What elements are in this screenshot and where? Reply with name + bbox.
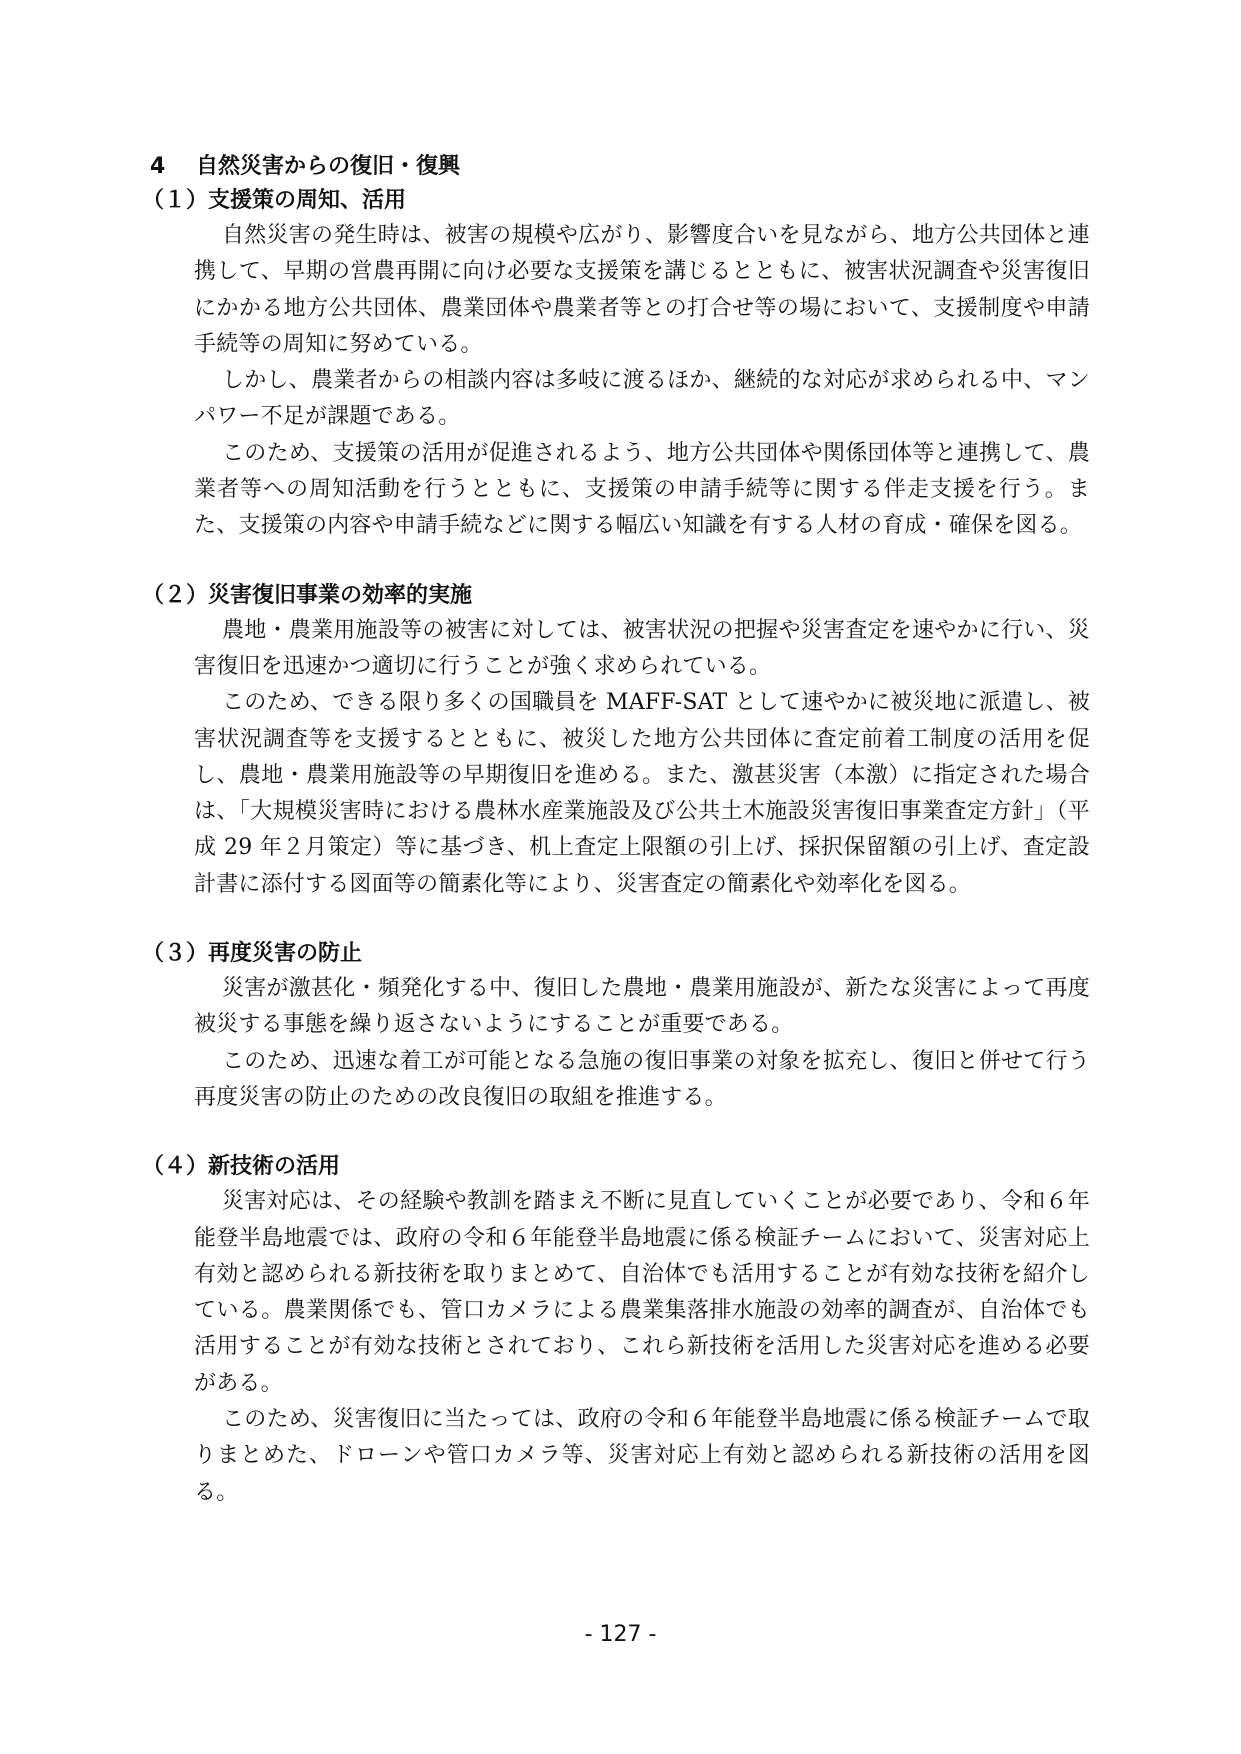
section-spacer <box>150 903 1090 937</box>
subsection-heading: （１）支援策の周知、活用 <box>142 188 407 213</box>
subsection-new-technology <box>142 1150 1090 1511</box>
subsection-disaster-recovery <box>142 579 1090 903</box>
subsection-heading: （４）新技術の活用 <box>142 1154 341 1180</box>
subsection-heading: （２）災害復旧事業の効率的実施 <box>142 582 473 608</box>
paragraph: このため、災害復旧に当たっては、政府の令和６年能登半島地震に係る検証チームで取りまとめた、ドローンや管口カメラ等、災害対応上有効と認められる新技術の活用を図る。 <box>194 1407 1090 1505</box>
subsection-support-measures <box>142 184 1090 545</box>
paragraph: 農地・農業用施設等の被害に対しては、被害状況の把握や災害査定を速やかに行い、災害復旧を迅速かつ適切に行うことが強く求められている。 <box>194 617 1090 679</box>
section-title: 自然災害からの復旧・復興 <box>196 154 461 179</box>
paragraph: しかし、農業者からの相談内容は多岐に渡るほか、継続的な対応が求められる中、マンパワー不足が課題である。 <box>194 368 1090 430</box>
page-content <box>142 150 1090 1511</box>
paragraph: このため、支援策の活用が促進されるよう、地方公共団体や関係団体等と連携して、農業者等への周知活動を行うとともに、支援策の申請手続等に関する伴走支援を行う。また、支援策の内容や申請手続などに関する幅広い知識を有する人材の育成・確保を図る。 <box>194 440 1090 539</box>
section-spacer <box>150 545 1090 579</box>
subsection-recurrence-prevention <box>142 937 1090 1116</box>
section-number: 4 <box>150 154 166 179</box>
paragraph: 災害対応は、その経験や教訓を踏まえ不断に見直していくことが必要であり、令和６年能登半島地震では、政府の令和６年能登半島地震に係る検証チームにおいて、災害対応上有効と認められる新技術を取りまとめて、自治体でも活用することが有効な技術を紹介している。農業関係でも、管口カメラによる農業集落排水施設の効率的調査が、自治体でも活用することが有効な技術とされており、これら新技術を活用した災害対応を進める必要がある。 <box>194 1189 1090 1396</box>
paragraph: 自然災害の発生時は、被害の規模や広がり、影響度合いを見ながら、地方公共団体と連携して、早期の営農再開に向け必要な支援策を講じるとともに、被害状況調査や災害復旧にかかる地方公共団体、農業団体や農業者等との打合せ等の場において、支援制度や申請手続等の周知に努めている。 <box>194 223 1090 357</box>
section-spacer <box>150 1116 1090 1150</box>
paragraph: このため、迅速な着工が可能となる急施の復旧事業の対象を拡充し、復旧と併せて行う再度災害の防止のための改良復旧の取組を推進する。 <box>194 1048 1090 1110</box>
section-heading <box>150 150 1090 184</box>
paragraph: 災害が激甚化・頻発化する中、復旧した農地・農業用施設が、新たな災害によって再度被災する事態を繰り返さないようにすることが重要である。 <box>194 976 1090 1038</box>
subsection-heading: （３）再度災害の防止 <box>142 941 363 967</box>
paragraph: このため、できる限り多くの国職員を MAFF-SAT として速やかに被災地に派遣し、被害状況調査等を支援するとともに、被災した地方公共団体に査定前着工制度の活用を促し、農地・農業用施設等の早期復旧を進める。また、激甚災害（本激）に指定された場合は、「大規模災害時における農林水産業施設及び公共土木施設災害復旧事業査定方針」（平成 29 年２月策定）等に基づき、机上査定上限額の引上げ、採択保留額の引上げ、査定設計書に添付する図面等の簡素化等により、災害査定の簡素化や効率化を図る。 <box>194 690 1090 897</box>
page-number: - 127 - <box>584 1622 657 1647</box>
